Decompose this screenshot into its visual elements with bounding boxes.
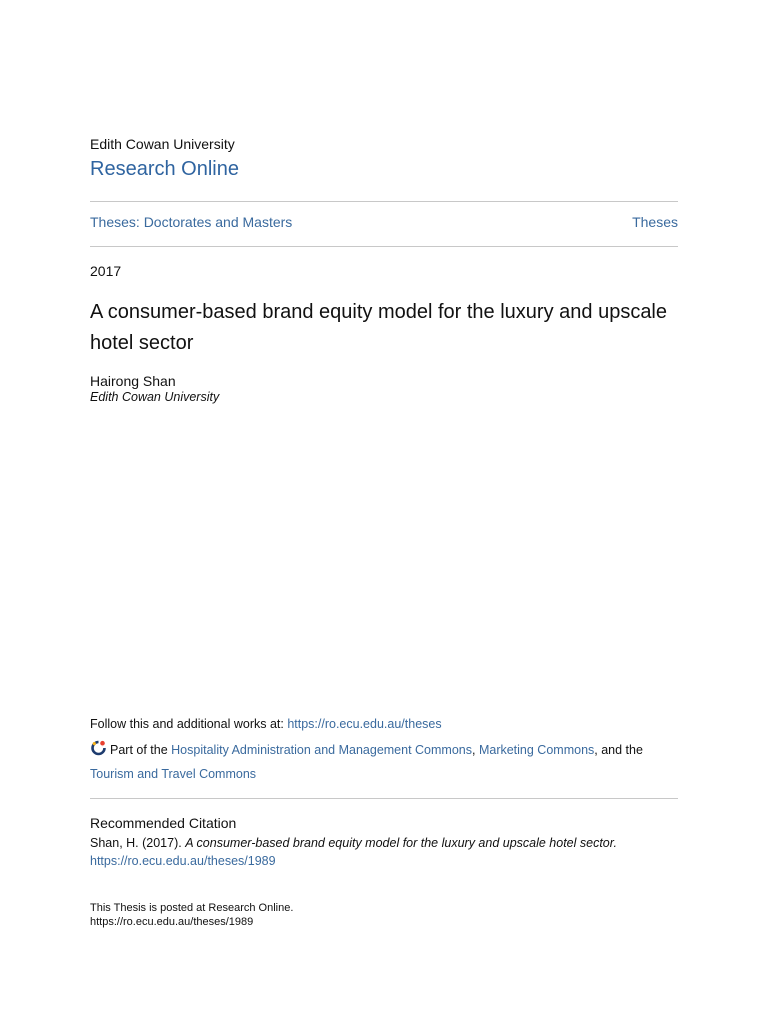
repository-link[interactable]: Research Online [90,158,239,180]
follow-prefix: Follow this and additional works at: [90,717,288,731]
citation-prefix: Shan, H. (2017). [90,836,186,850]
divider-nav [90,246,678,247]
commons-link-marketing[interactable]: Marketing Commons [478,743,595,757]
follow-line [90,717,442,731]
commons-separator-last: , and the [594,743,643,757]
citation-title: A consumer-based brand equity model for the luxury and upscale hotel sector. [185,836,617,850]
theses-link[interactable]: Theses [632,214,678,230]
theses-collection-url[interactable]: https://ro.ecu.edu.au/theses [287,717,442,731]
citation-heading: Recommended Citation [90,815,237,831]
collection-link[interactable]: Theses: Doctorates and Masters [90,214,293,230]
posted-line: This Thesis is posted at Research Online. [90,902,294,914]
posted-url: https://ro.ecu.edu.au/theses/1989 [90,916,254,928]
publication-year: 2017 [90,263,122,279]
divider-citation [90,798,678,799]
commons-link-hospitality[interactable]: Hospitality Administration and Management Commons [171,743,472,757]
citation-body [90,834,678,870]
divider-top [90,201,678,202]
cover-page [90,0,678,1024]
commons-separator: , [472,743,479,757]
author-name: Hairong Shan [90,373,176,389]
part-of-prefix: Part of the [110,743,172,757]
posted-notice [90,901,293,929]
institution-name: Edith Cowan University [90,136,235,152]
thesis-title: A consumer-based brand equity model for the luxury and upscale hotel sector [90,301,668,354]
citation-url[interactable]: https://ro.ecu.edu.au/theses/1989 [90,854,276,868]
commons-link-tourism[interactable]: Tourism and Travel Commons [90,767,257,781]
author-affiliation: Edith Cowan University [90,390,220,404]
bepress-commons-icon [90,739,107,763]
part-of-line [90,739,678,785]
